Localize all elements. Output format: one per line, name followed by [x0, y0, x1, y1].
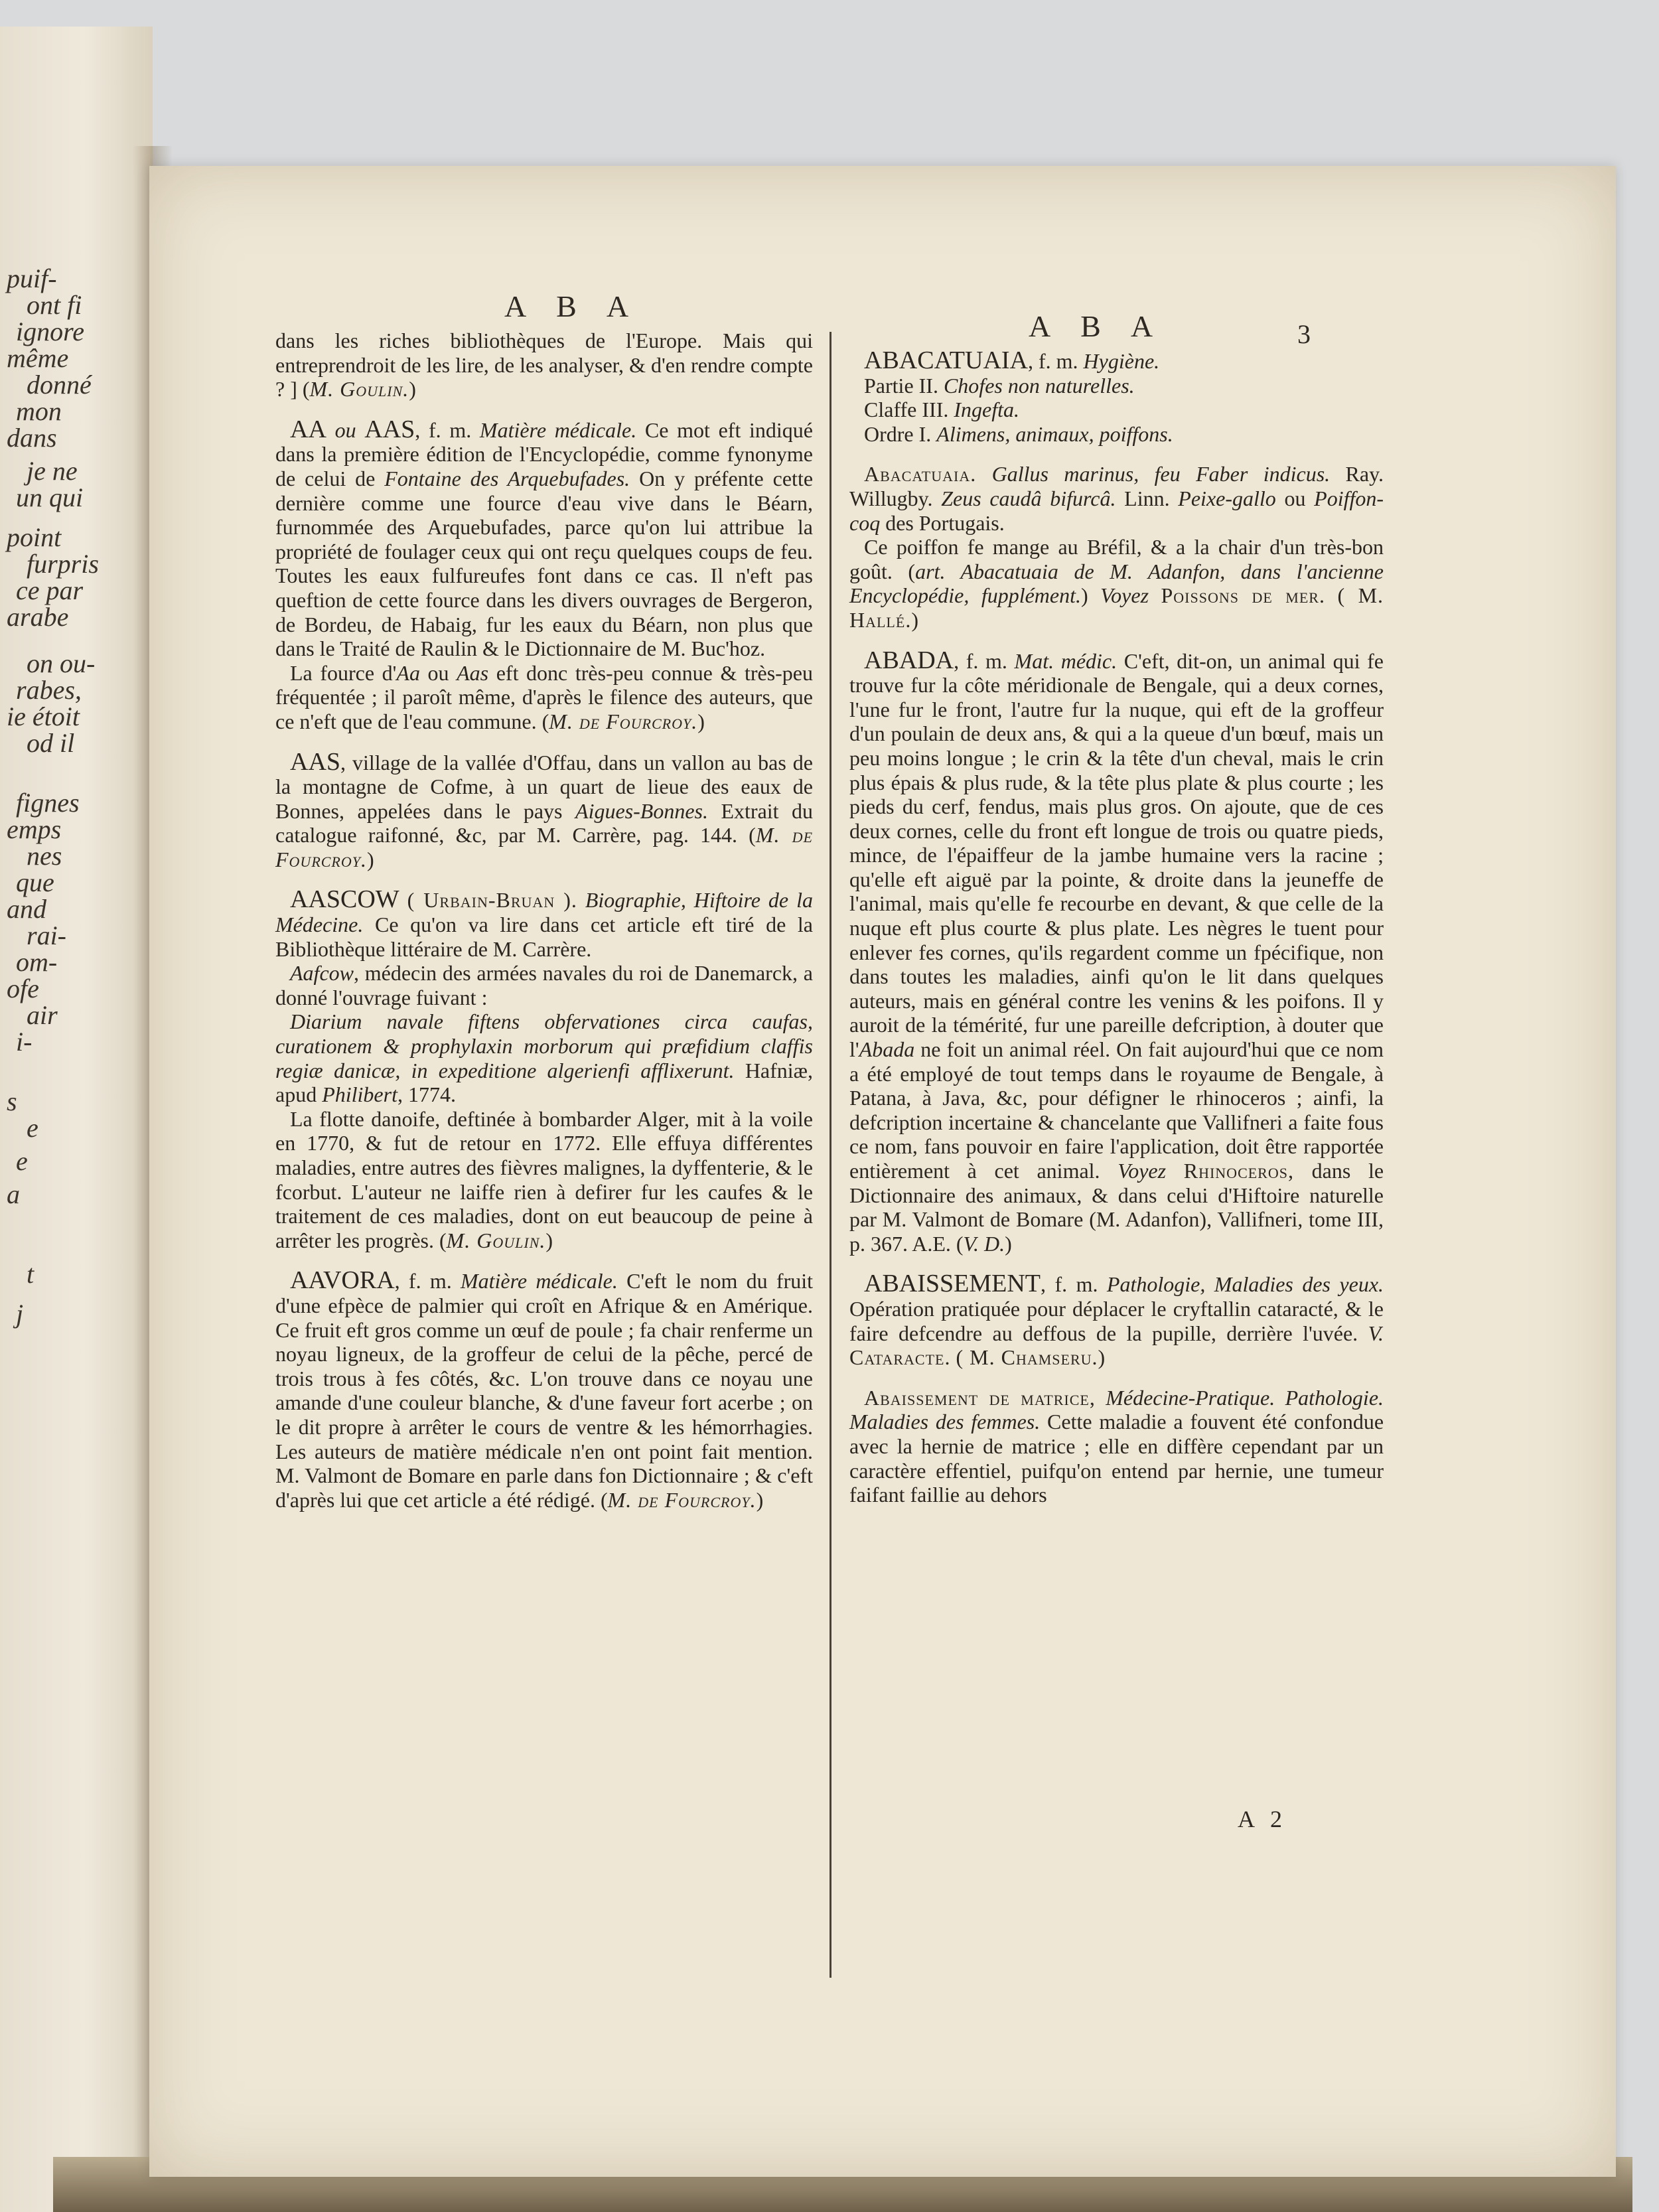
left-column: [275, 329, 813, 1528]
left-page-fragment: rai-: [27, 921, 66, 950]
entry-aascow-cont: Aafcow, médecin des armées navales du roi de Danemarck, a donné l'ouvrage fuivant :: [275, 961, 813, 1009]
left-page-fragment: rabes,: [16, 675, 82, 705]
left-page-fragment: ce par: [16, 575, 84, 605]
right-column: [849, 348, 1384, 1523]
entry-aascow-text: La flotte danoife, deftinée à bombarder Alger, mit à la voile en 1770, & fut de retour en 1772. Elle effuya différentes maladies, entre autres des fièvres malignes, la dyffenterie, & le fcorbut. L'auteur ne laiffe rien à defirer fur les caufes & le traitement de ces maladies, dont on eut beaucoup de peine à arrêter les progrès. (M. Goulin.): [275, 1106, 813, 1252]
left-page-fragment: ofe: [7, 974, 39, 1003]
left-page-fragment: un qui: [16, 482, 84, 512]
page: [149, 166, 1616, 2177]
left-page-fragment: nes: [27, 841, 62, 871]
left-page-fragment: om-: [16, 947, 58, 977]
left-page-fragment: fignes: [16, 788, 80, 818]
left-page-fragment: on ou-: [27, 648, 96, 678]
entry-abaissement: ABAISSEMENT, f. m. Pathologie, Maladies des yeux. Opération pratiquée pour déplacer le cryftallin cataracté, & le faire defcendre au deffous de la pupille, derrière l'uvée. V. Cataracte. ( M. Chamseru.): [849, 1270, 1384, 1370]
entry-continuation: dans les riches bibliothèques de l'Europe. Mais qui entreprendroit de les lire, de les analyser, & d'en rendre compte ? ] (M. Goulin.): [275, 329, 813, 402]
entry-abacatuaia-text: Ce poiffon fe mange au Bréfil, & a la chair d'un très-bon goût. (art. Abacatuaia de M. Adanfon, dans l'ancienne Encyclopédie, fupplément.) Voyez Poissons de mer. ( M. Hallé.): [849, 535, 1384, 632]
left-page-fragment: mon: [16, 396, 62, 426]
left-page-fragment: j: [16, 1299, 24, 1329]
left-page-fragment: s: [7, 1086, 17, 1116]
left-page-fragment: furpris: [27, 549, 99, 579]
left-page-fragment: t: [27, 1259, 35, 1289]
left-page-fragment: dans: [7, 423, 57, 453]
left-page-fragment: and: [7, 894, 46, 924]
left-page-fragment: e: [16, 1146, 28, 1176]
left-page-fragment: a: [7, 1179, 20, 1209]
left-page-fragment: air: [27, 1000, 58, 1030]
right-running-head: A B A: [1029, 309, 1165, 343]
left-page-fragment: i-: [16, 1027, 33, 1057]
signature-mark: A 2: [1238, 1806, 1288, 1832]
left-page-fragment: od il: [27, 728, 75, 758]
previous-page-edge: [0, 27, 153, 2212]
entry-aascow: AASCOW ( Urbain-Bruan ). Biographie, Hiftoire de la Médecine. Ce qu'on va lire dans cet article eft tiré de la Bibliothèque littéraire de M. Carrère.: [275, 885, 814, 961]
entry-aa: AA ou AAS, f. m. Matière médicale. Ce mot eft indiqué dans la première édition de l'Encyclopédie, comme fynonyme de celui de Fontaine des Arquebufades. On y préfente cette dernière comme une fource d'eau vive dans le Béarn, furnommée des Arquebufades, parce qu'on lui attribue la propriété de foulager ceux qui ont reçu quelques coups de feu. Toutes les eaux fulfureufes font dans ce cas. Il n'eft pas queftion de cette fource dans les divers ouvrages de Bergeron, de Bordeu, de Habaig, fur les eaux du Béarn, non plus que dans le Traité de Raulin & le Dictionnaire de M. Buc'hoz.: [275, 415, 814, 661]
left-page-fragment: ont fi: [27, 290, 82, 320]
entry-aas: AAS, village de la vallée d'Offau, dans un vallon au bas de la montagne de Cofme, à un quart de lieue des eaux de Bonnes, appelées dans le pays Aigues-Bonnes. Extrait du catalogue raifonné, &c, par M. Carrère, pag. 144. (M. de Fourcroy.): [275, 747, 814, 871]
column-rule: [830, 332, 831, 1978]
left-page-fragment: emps: [7, 814, 62, 844]
left-page-fragment: arabe: [7, 602, 69, 632]
left-page-fragment: je ne: [27, 456, 78, 486]
left-running-head: A B A: [504, 289, 641, 323]
left-page-fragment: même: [7, 343, 69, 373]
entry-abada: ABADA, f. m. Mat. médic. C'eft, dit-on, un animal qui fe trouve fur la côte méridionale de Bengale, qui a deux cornes, l'une fur le front, l'autre fur la nuque, qui eft de la groffeur d'un poulain de deux ans, & qui a la queue d'un bœuf, mais un peu moins longue ; le crin & la tête d'un cheval, mais le crin plus épais & plus rude, & la tête plus plate & plus courte ; les pieds du cerf, fendus, mais plus gros. On ajoute, que de ces deux cornes, celle du front eft longue de trois ou quatre pieds, mince, de l'épaiffeur de la jambe humaine vers la racine ; qu'elle eft aiguë par la pointe, & droite dans la jeuneffe de l'animal, mais qu'elle fe recourbe en devant, & que celle de la nuque eft plus courte & plus plate. Les nègres le tuent pour enlever fes cornes, qu'ils regardent comme un fpécifique, non dans toutes les maladies, ainfi qu'on le lit dans quelques auteurs, mais en général contre les venins & les poifons. Il y auroit de la témérité, fur une pareille defcription, à douter que l'Abada ne foit un animal réel. On fait aujourd'hui que ce nom a été employé de tout temps dans le royaume de Bengale, à Patana, à Java, &c, pour défigner le rhinoceros ; ainfi, la defcription incertaine & chancelante que Vallifneri a faite fous ce nom, fans pouvoir en faire l'application, doit être rapportée entièrement à cet animal. Voyez Rhinoceros, dans le Dictionnaire des animaux, & dans celui d'Hiftoire naturelle par M. Valmont de Bomare (M. Adanfon), Vallifneri, tome III, p. 367. A.E. (V. D.): [849, 646, 1384, 1256]
left-page-fragment: puif-: [7, 263, 57, 293]
entry-abaissement-matrice: Abaissement de matrice, Médecine-Pratique. Pathologie. Maladies des femmes. Cette maladie a fouvent été confondue avec la hernie de matrice ; elle en diffère cependant par un caractère effentiel, puifqu'on entend par hernie, une tumeur faifant faillie au dehors: [849, 1385, 1384, 1507]
entry-aavora: AAVORA, f. m. Matière médicale. C'eft le nom du fruit d'une efpèce de palmier qui croît en Afrique & en Amérique. Ce fruit eft gros comme un œuf de poule ; fa chair renferme un noyau ligneux, de la groffeur de celui de la pêche, percé de trois trous à fes côtés, &c. L'on trouve dans ce noyau une amande d'une couleur blanche, & d'une faveur fort acerbe ; on le dit propre à arrêter le cours de ventre & les hémorrhagies. Les auteurs de matière médicale n'en ont point fait mention. M. Valmont de Bomare en parle dans fon Dictionnaire ; & c'eft d'après lui que cet article a été rédigé. (M. de Fourcroy.): [275, 1266, 814, 1512]
entry-abacatuaia-desc: Abacatuaia. Gallus marinus, feu Faber indicus. Ray. Willugby. Zeus caudâ bifurcâ. Linn. Peixe-gallo ou Poiffon-coq des Portugais.: [849, 462, 1384, 535]
left-page-fragment: ignore: [16, 317, 84, 346]
left-page-fragment: e: [27, 1113, 38, 1143]
left-page-fragment: que: [16, 867, 54, 897]
left-page-fragment: point: [7, 522, 62, 552]
page-number: 3: [1297, 319, 1311, 349]
entry-aa-cont: La fource d'Aa ou Aas eft donc très-peu connue & très-peu fréquentée ; il paroît même, d'après le filence des auteurs, que ce n'eft que de l'eau commune. (M. de Fourcroy.): [275, 660, 814, 733]
entry-aascow-title: Diarium navale fiftens obfervationes circa caufas, curationem & prophylaxin morborum qui præfidium claffis regiæ danicæ, in expeditione algerienfi afflixerunt. Hafniæ, apud Philibert, 1774.: [275, 1009, 814, 1107]
left-page-fragment: ie étoit: [7, 701, 80, 731]
left-page-fragment: donné: [27, 370, 92, 400]
entry-abacatuaia: ABACATUAIA, f. m. Hygiène. Partie II. Chofes non naturelles. Claffe III. Ingefta. Ordre I. Alimens, animaux, poiffons.: [864, 346, 1173, 446]
